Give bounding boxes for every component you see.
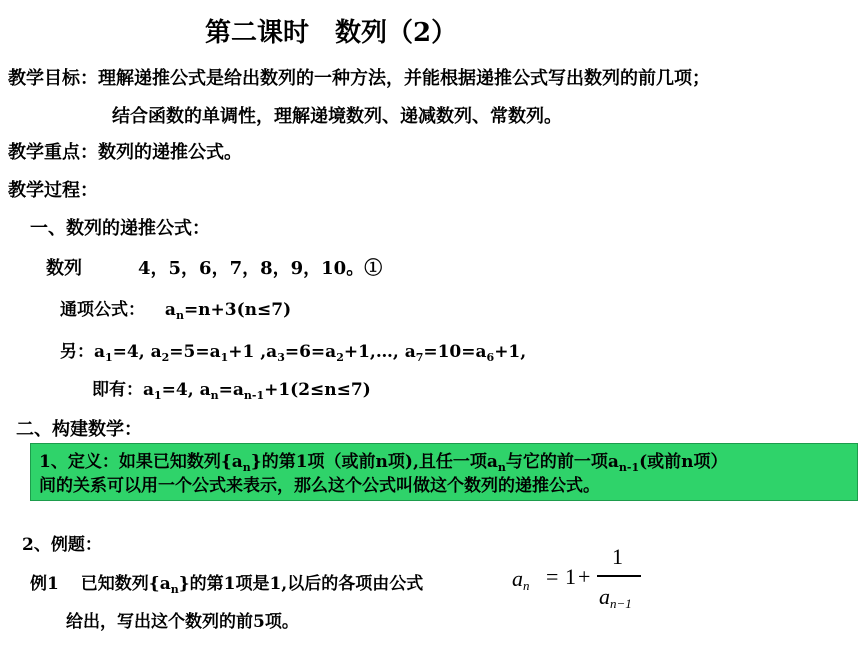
definition-box <box>30 443 858 501</box>
objective-label: 教学目标： <box>8 68 98 89</box>
namely-label: 即有： <box>92 380 143 400</box>
page-title: 第二课时 数列（2） <box>205 18 458 48</box>
sequence-label: 数列 <box>46 258 82 279</box>
definition-line1: 1、定义：如果已知数列$\{a_n\}$的第1项（或前n项),且任一项$a_n$与它的前一项$a_{n-1}$(或前n项） <box>39 452 728 474</box>
section2-heading: 二、构建数学： <box>16 419 142 440</box>
example1-line1 <box>30 569 423 594</box>
formula-equals: = <box>546 564 559 589</box>
also-label: 另： <box>60 342 94 362</box>
objective-line2: 结合函数的单调性，理解递境数列、递减数列、常数列。 <box>112 106 562 127</box>
formula-denominator: $a_{n-1}$ <box>599 584 632 611</box>
examples-heading: 2、例题： <box>22 535 102 555</box>
objective-line1 <box>8 64 710 90</box>
fraction-bar <box>597 575 641 577</box>
formula-lhs: $a_n$ <box>512 566 530 593</box>
also-formula: $a_1=4$, $a_2=5=a_1+1$ $,a_3=6=a_2+1,\dots$, $a_7=10=a_6+1$, <box>94 342 527 364</box>
example1-label: 例1 <box>30 574 59 594</box>
section1-heading: 一、数列的递推公式： <box>30 218 210 239</box>
namely-formula: $a_1=4$, $a_n=a_{n-1}+1(2\le n\le 7)$ <box>143 380 371 402</box>
key-point-text: 数列的递推公式。 <box>98 142 242 163</box>
example1-text: 已知数列$\{a_n\}$的第1项是1,以后的各项由公式 <box>80 574 424 596</box>
definition-line2: 间的关系可以用一个公式来表示，那么这个公式叫做这个数列的递推公式。 <box>39 476 600 496</box>
process-label: 教学过程： <box>8 180 98 201</box>
formula-numerator: 1 <box>612 544 623 569</box>
formula-one: 1 <box>565 564 576 589</box>
key-point <box>8 138 242 164</box>
sequence-values: 4，5，6，7，8，9，10。① <box>138 258 383 279</box>
example1-line2: 给出，写出这个数列的前5项。 <box>66 612 299 632</box>
general-term-formula: $a_n=n+3(n\le 7)$ <box>164 300 292 322</box>
objective-text-1: 理解递推公式是给出数列的一种方法，并能根据递推公式写出数列的前几项； <box>98 68 710 89</box>
namely-line <box>92 375 371 400</box>
key-point-label: 教学重点： <box>8 142 98 163</box>
general-term-label: 通项公式： <box>60 300 145 320</box>
formula-plus: + <box>578 564 591 589</box>
also-line <box>60 337 526 362</box>
general-term <box>60 295 291 320</box>
